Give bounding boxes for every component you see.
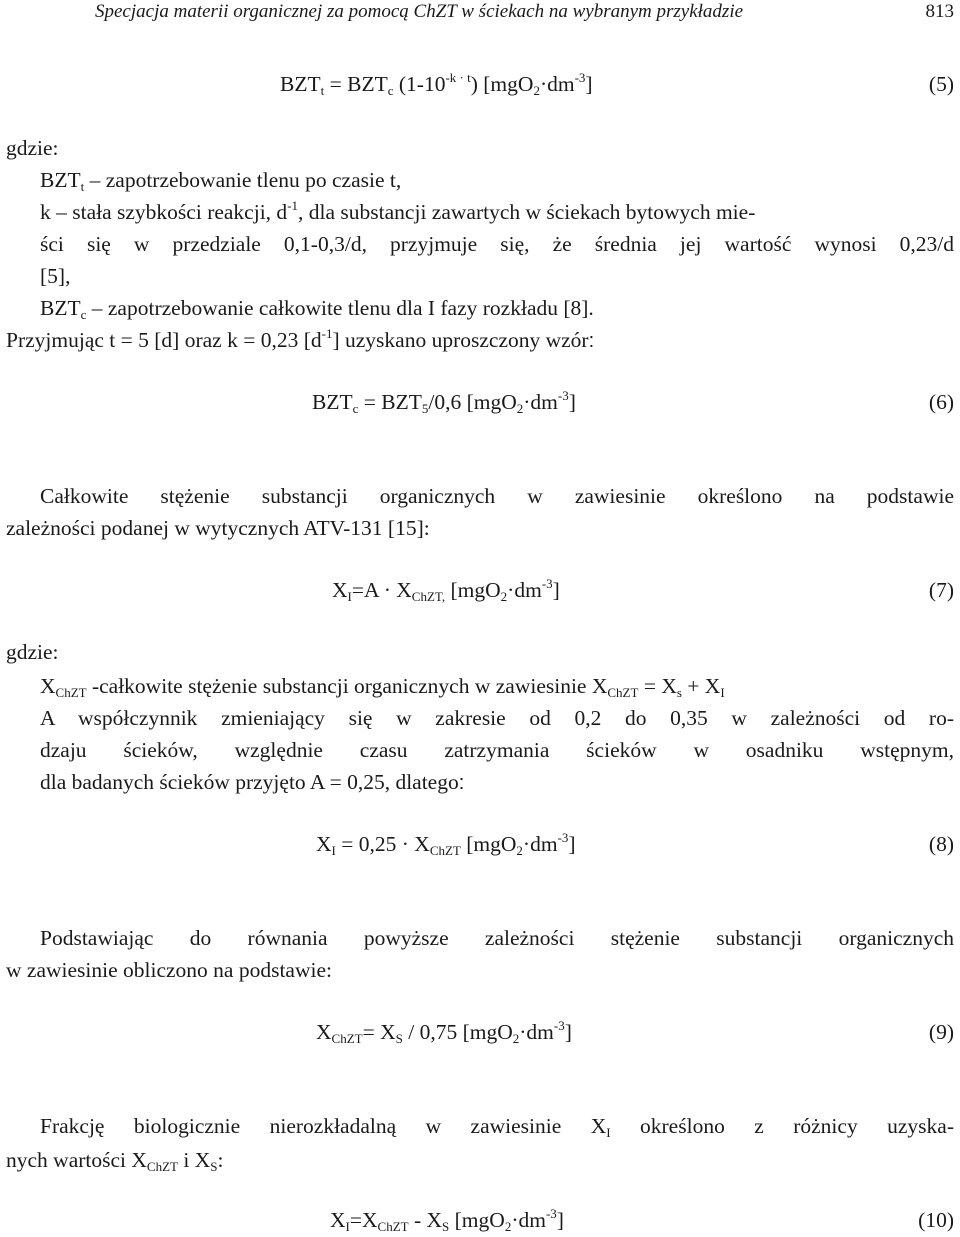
definition-bzt-t: $BZT_t$ – zapotrzebowanie tlenu po czasie t, (40, 168, 402, 194)
where-label-2: gdzie: (6, 640, 59, 664)
definition-bzt-c: $BZT_c$ – zapotrzebowanie całkowite tlenu dla I fazy rozkładu [8]. (40, 296, 594, 322)
paragraph-1-line2: zależności podanej w wytycznych ATV-131 [15]: (6, 516, 430, 540)
equation-9-number: (9) (928, 1020, 954, 1044)
equation-7-body: $X_I=A \cdot X_{ChZT,}$ $[mgO_2\cdot dm^{-3}]$ (332, 576, 560, 604)
paragraph-3-line2: nych wartości $X_{ChZT}$ i $X_S$: (6, 1148, 224, 1174)
page-header (95, 0, 954, 24)
equation-6-body: $BZT_c = BZT_5/0,6$ $[mgO_2\cdot dm^{-3}]$ (312, 388, 576, 416)
running-title: Specjacja materii organicznej za pomocą ChZT w ściekach na wybranym przykładzie (95, 1, 744, 22)
definition-k-line3: [5], (40, 264, 71, 288)
equation-5-number: (5) (928, 72, 954, 96)
equation-8-body: $X_I = 0,25 \cdot X_{ChZT}$ $[mgO_2\cdot dm^{-3}]$ (316, 830, 576, 858)
equation-8-number: (8) (928, 832, 954, 856)
equation-9-body: $X_{ChZT}= X_S / 0,75$ $[mgO_2\cdot dm^{-3}]$ (316, 1018, 572, 1046)
equation-5-body: $BZT_t = BZT_c$ $(1-10^{-k \cdot t})$ $[mgO_2\cdot dm^{-3}]$ (280, 70, 593, 98)
equation-10-number: (10) (918, 1208, 954, 1232)
equation-6-number: (6) (928, 390, 954, 414)
paragraph-2-line1: Podstawiając do równania powyższe zależności stężenie substancji organicznych (40, 926, 954, 950)
assumption-line: Przyjmując t = 5 [d] oraz k = 0,23 $[d^{-1}]$ uzyskano uproszczony wzór: (6, 326, 595, 352)
paragraph-3-line1: Frakcję biologicznie nierozkładalną w zawiesinie $X_I$ określono z różnicy uzyska- (40, 1114, 954, 1140)
paragraph-1-line1: Całkowite stężenie substancji organicznych w zawiesinie określono na podstawie (40, 484, 954, 508)
definition-a-line1: A współczynnik zmieniający się w zakresie od 0,2 do 0,35 w zależności od ro- (40, 706, 954, 730)
definition-k-line2: ści się w przedziale 0,1-0,3/d, przyjmuje się, że średnia jej wartość wynosi 0,23/d (40, 232, 954, 256)
definition-x-chzt: $X_{ChZT}$ -całkowite stężenie substancji organicznych w zawiesinie $X_{ChZT} = X_s + X_I$ (40, 674, 725, 700)
where-label: gdzie: (6, 136, 59, 160)
definition-a-line3: dla badanych ścieków przyjęto A = 0,25, dlatego: (40, 770, 465, 794)
equation-7-number: (7) (928, 578, 954, 602)
page-number: 813 (925, 1, 954, 22)
paragraph-2-line2: w zawiesinie obliczono na podstawie: (6, 958, 332, 982)
equation-10-body: $X_I=X_{ChZT} - X_S$ $[mgO_2\cdot dm^{-3}]$ (330, 1206, 564, 1234)
definition-k: k – stała szybkości reakcji, $d^{-1}$, dla substancji zawartych w ściekach bytowych mie- (40, 198, 756, 224)
definition-a-line2: dzaju ścieków, względnie czasu zatrzymania ścieków w osadniku wstępnym, (40, 738, 954, 762)
